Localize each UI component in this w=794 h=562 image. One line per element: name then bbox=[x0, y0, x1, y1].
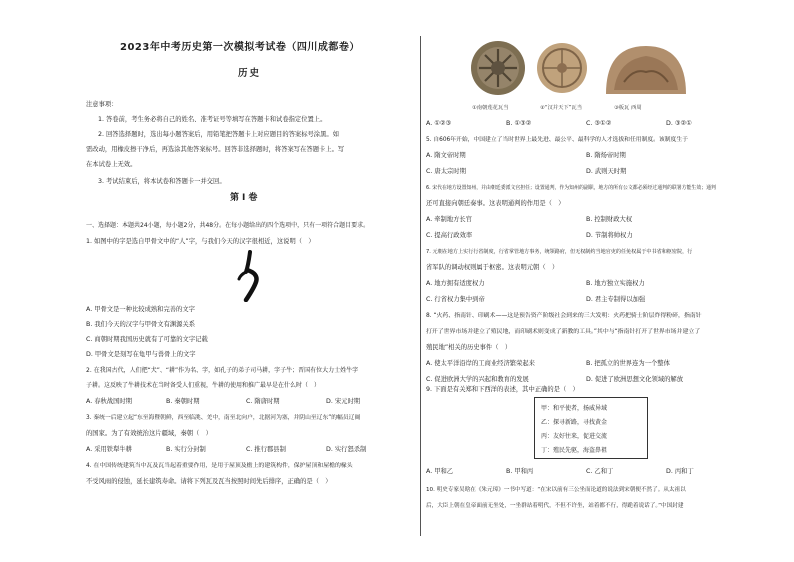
q9-option-d: D. 丙和丁 bbox=[666, 468, 694, 475]
q2-line: 2. 在我国古代，人们把“犬”、“耕”作为名、字，如孔子的弟子司马耕，字子牛；晋国有位大力士姓牛字 bbox=[86, 367, 359, 374]
column-divider bbox=[420, 36, 421, 536]
q1-option-a: A. 甲骨文是一种比较成熟和完善的文字 bbox=[86, 306, 195, 313]
q2-option-c: C. 隋唐时期 bbox=[246, 398, 280, 405]
q9-statement: 甲：和平使者，扬威异域 bbox=[541, 405, 608, 412]
q9-option-a: A. 甲和乙 bbox=[426, 468, 454, 475]
q10-line: 10. 明史专家吴晗在《朱元璋》一书中写道：“在宋以前有三公坐而论道的说法到宋朝便不然了。从太祖以 bbox=[426, 487, 686, 493]
q9-statement-box bbox=[534, 397, 648, 459]
q3-line: 3. 秦统一后建立起“东至海暨朝鲜，西至临洮、羌中，南至北向户，北据河为塞，并阴山至辽东”的幅员辽阔 bbox=[86, 415, 361, 421]
section-intro: 一、选择题：本题共24小题，每小题2分，共48分。在每小题给出的四个选项中，只有一项符合题目要求。 bbox=[86, 222, 370, 229]
q9-statement: 丁：殖民先驱，海盗鼻祖 bbox=[541, 447, 608, 454]
q9-statement: 丙：友好往来，促进交流 bbox=[541, 433, 608, 440]
q8-line: 打开了世界市场并建立了殖民地，而印刷术则变成了新教的工具。”其中与“指南针打开了世界市场并建立了 bbox=[426, 329, 701, 335]
q10-line: 后，大臣上朝在皇帝面前无坐处，一坐群站着明代，不但不许坐，站着都不行，得跪着说话了。”中国封建 bbox=[426, 503, 684, 509]
q6-line: 还可直接向朝廷奏事。这表明通判的作用是（ ） bbox=[426, 200, 565, 207]
oracle-bone-glyph-image bbox=[236, 250, 268, 302]
q7-option-b: B. 地方独立实施权力 bbox=[586, 280, 645, 287]
q6-option-b: B. 控制财政大权 bbox=[586, 216, 633, 223]
q6-option-c: C. 提高行政效率 bbox=[426, 232, 473, 239]
q3-option-c: C. 推行郡县制 bbox=[246, 446, 286, 453]
q3-option-a: A. 采用铁犁牛耕 bbox=[86, 446, 132, 453]
q8-line: 8. “火药、指南针、印刷术——这是预告资产阶级社会到来的三大发明：火药把骑士阶层炸得粉碎，指南针 bbox=[426, 313, 702, 319]
photo-caption-1: ①南朝莲花瓦当 bbox=[472, 105, 509, 111]
q6-option-d: D. 节制将帅权力 bbox=[586, 232, 633, 239]
q1-option-c: C. 商朝时期我国历史就有了可靠的文字记载 bbox=[86, 336, 208, 343]
q6-option-a: A. 牵制地方长官 bbox=[426, 216, 472, 223]
q8-line: 殖民地”相关的历史事件（ ） bbox=[426, 344, 512, 351]
q9-statement: 乙：探寻新路，寻找黄金 bbox=[541, 419, 608, 426]
subject-title: 历史 bbox=[238, 68, 262, 79]
right-column bbox=[424, 0, 754, 562]
q2-option-a: A. 春秋战国时期 bbox=[86, 398, 132, 405]
q3-option-d: D. 实行怒杀制 bbox=[326, 446, 367, 453]
q9-stem: 9. 下面是有关郑和下西洋的表述，其中正确的是（ ） bbox=[426, 386, 579, 393]
zhou-tile-photo bbox=[604, 42, 688, 96]
q5-option-d: D. 武则天时期 bbox=[586, 168, 627, 175]
question-1-stem: 1. 如图中的字是选自甲骨文中的“人”字，与我们今天的汉字很相近，这说明（ ） bbox=[86, 238, 315, 245]
q3-line: 的国家。为了有效统治这片疆域，秦朝（ ） bbox=[86, 430, 212, 437]
q4-line: 4. 在中国传统建筑当中瓦及瓦当起着重要作用，是用于屋顶及檐上的建筑构件，保护屋顶和屋檐的椽头 bbox=[86, 463, 353, 469]
photo-caption-2: ②“汉并天下”瓦当 bbox=[540, 105, 583, 111]
q1-option-b: B. 我们今天的汉字与甲骨文有渊源关系 bbox=[86, 321, 196, 328]
q7-option-c: C. 行省权力集中到帝 bbox=[426, 296, 485, 303]
q2-option-b: B. 秦朝时期 bbox=[166, 398, 200, 405]
notice-line: 3. 考试结束后，将本试卷和答题卡一并交回。 bbox=[98, 178, 226, 185]
q4-option-a: A. ①②③ bbox=[426, 120, 452, 127]
q7-option-a: A. 地方拥有适度权力 bbox=[426, 280, 485, 287]
q4-line: 不受风雨的侵蚀，延长建筑寿命。请将下列瓦及瓦当按照时间先后排序，正确的是（ ） bbox=[86, 478, 332, 485]
q8-option-c: C. 促进欧洲大学的兴起和教育的发展 bbox=[426, 376, 529, 383]
q5-option-b: B. 隋炀帝时期 bbox=[586, 152, 626, 159]
q9-option-b: B. 甲和丙 bbox=[506, 468, 534, 475]
q6-line: 6. 宋代在地方设置知州，并由朝廷委派文官担任；设置通判，作为知州的副职，地方的所有公文都必须经过通判的联署方能生效；通判 bbox=[426, 185, 716, 191]
photo-caption-3: ③板瓦 西周 bbox=[614, 105, 642, 111]
q8-option-d: D. 促进了欧洲思想文化领域的解放 bbox=[586, 376, 684, 383]
section-title: 第Ⅰ卷 bbox=[230, 193, 261, 203]
q7-line: 7. 元朝在地方上实行行省制度，行省掌管地方事务，统领路府，但无权制约当地官吏的任免权属于中书省和枢密院，行 bbox=[426, 249, 693, 255]
q5-option-c: C. 唐太宗时期 bbox=[426, 168, 466, 175]
q2-option-d: D. 宋元时期 bbox=[326, 398, 361, 405]
q1-option-d: D. 甲骨文是刻写在龟甲与兽骨上的文字 bbox=[86, 351, 196, 358]
exam-title: 2023年中考历史第一次模拟考试卷（四川成都卷） bbox=[120, 42, 360, 53]
q5-stem: 5. 自606年开始，中国建立了当时世界上最先进、最公平、最科学的人才选拔和任用制度。该制度生于 bbox=[426, 137, 688, 143]
left-column bbox=[78, 0, 418, 562]
q8-option-b: B. 把孤立的世界连为一个整体 bbox=[586, 360, 670, 367]
q8-option-a: A. 使太平洋沿岸的工商业经济繁荣起来 bbox=[426, 360, 535, 367]
notice-heading: 注意事项： bbox=[86, 101, 118, 108]
lotus-tile-photo bbox=[470, 40, 526, 96]
q4-option-d: D. ③②① bbox=[666, 120, 692, 127]
notice-line: 需改动，用橡皮擦干净后，再选涂其他答案标号。回答非选择题时，将答案写在答题卡上。写 bbox=[86, 146, 345, 153]
q3-option-b: B. 实行分封制 bbox=[166, 446, 206, 453]
notice-line: 2. 回答选择题时，选出每小题答案后，用铅笔把答题卡上对应题目的答案标号涂黑。如 bbox=[98, 131, 339, 138]
notice-line: 在本试卷上无效。 bbox=[86, 161, 137, 168]
q9-option-c: C. 乙和丁 bbox=[586, 468, 614, 475]
q2-line: 子耕。这反映了牛耕技术在当时备受人们重视，牛耕的使用和推广最早是在什么时（ ） bbox=[86, 382, 321, 389]
q7-line: 省军队的调动权则属于枢密。这表明元朝（ ） bbox=[426, 264, 559, 271]
q4-option-b: B. ①③② bbox=[506, 120, 532, 127]
han-tile-photo bbox=[536, 42, 588, 94]
q7-option-d: D. 君主专制得以加强 bbox=[586, 296, 646, 303]
q4-option-c: C. ③①② bbox=[586, 120, 612, 127]
notice-line: 1. 答卷前，考生务必将自己的姓名、准考证号等填写在答题卡和试卷指定位置上。 bbox=[98, 116, 327, 123]
q5-option-a: A. 隋文帝时期 bbox=[426, 152, 466, 159]
